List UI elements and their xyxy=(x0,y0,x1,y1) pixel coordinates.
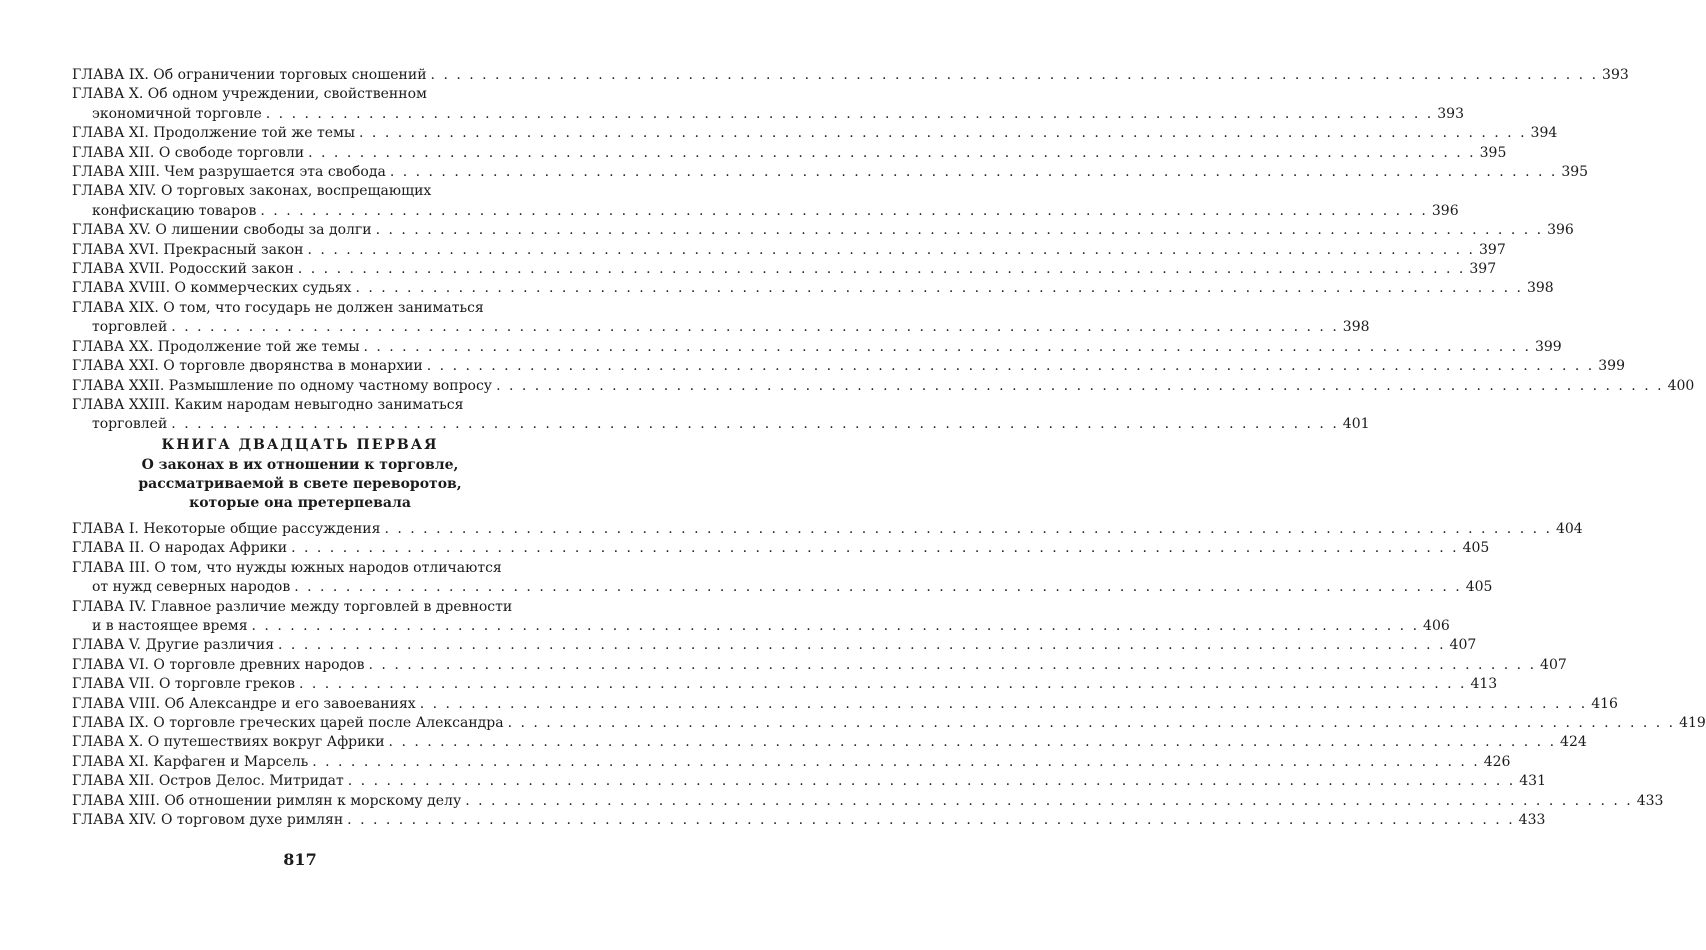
toc-page-number: 396 xyxy=(1431,202,1459,219)
toc-entry-title: ГЛАВА XIV. О торговом духе римлян xyxy=(72,812,344,829)
toc-page-number: 433 xyxy=(1518,812,1546,829)
toc-entry[interactable] xyxy=(72,260,1497,279)
toc-entry-title: ГЛАВА XIII. Об отношении римлян к морскому делу xyxy=(72,792,462,809)
toc-entry-line-with-page xyxy=(72,675,1498,694)
dot-leader xyxy=(260,202,1428,221)
toc-page-number: 393 xyxy=(1437,105,1464,122)
toc-entry-title: ГЛАВА VI. О торговле древних народов xyxy=(72,656,365,673)
toc-entry-title: ГЛАВА XII. О свободе торговли xyxy=(72,144,305,161)
toc-entry-line-with-page xyxy=(72,656,1567,675)
dot-leader xyxy=(420,695,1588,714)
toc-entry[interactable] xyxy=(72,714,1706,733)
toc-entry[interactable] xyxy=(72,377,1695,396)
dot-leader xyxy=(369,656,1537,675)
toc-entry-line-with-page xyxy=(72,772,1546,791)
dot-leader xyxy=(171,415,1339,434)
dot-leader xyxy=(508,714,1676,733)
toc-entry-title: ГЛАВА XI. Карфаген и Марсель xyxy=(72,753,309,770)
toc-page-number: 404 xyxy=(1555,521,1583,537)
toc-page-number: 398 xyxy=(1342,319,1370,336)
toc-entry-line xyxy=(72,396,504,415)
toc-entry-line-with-page xyxy=(72,811,1546,830)
toc-entry-title: ГЛАВА XI. Продолжение той же темы xyxy=(72,125,356,142)
dot-leader xyxy=(496,377,1664,396)
book-subtitle-line: О законах в их отношении к торговле, xyxy=(141,457,459,473)
toc-entry-title: ГЛАВА XXIII. Каким народам невыгодно заниматься xyxy=(72,396,464,413)
toc-page-number: 433 xyxy=(1636,792,1664,809)
dot-leader xyxy=(294,578,1462,597)
toc-entry-title: ГЛАВА IV. Главное различие между торговлей в древности xyxy=(72,598,513,615)
toc-entry-line-with-page xyxy=(72,539,1490,558)
toc-entry[interactable] xyxy=(72,396,1370,435)
toc-entry[interactable] xyxy=(72,656,1567,675)
toc-list-book-20 xyxy=(72,66,1695,435)
toc-entry[interactable] xyxy=(72,357,1625,376)
book-heading xyxy=(60,436,540,513)
toc-entry[interactable] xyxy=(72,338,1562,357)
toc-entry[interactable] xyxy=(72,520,1583,539)
toc-entry[interactable] xyxy=(72,221,1574,240)
dot-leader xyxy=(348,772,1516,791)
toc-entry-title: ГЛАВА I. Некоторые общие рассуждения xyxy=(72,521,381,537)
toc-entry[interactable] xyxy=(72,792,1664,811)
book-subtitle-line: рассматриваемой в свете переворотов, xyxy=(138,476,462,492)
toc-entry-title: ГЛАВА XX. Продолжение той же темы xyxy=(72,338,360,355)
toc-page-number: 399 xyxy=(1598,358,1625,375)
toc-entry-title: ГЛАВА III. О том, что нужды южных народов отличаются xyxy=(72,559,502,576)
toc-page-number: 413 xyxy=(1470,676,1498,693)
dot-leader xyxy=(389,733,1557,752)
toc-entry-line-with-page xyxy=(72,260,1497,279)
toc-entry-line-with-page xyxy=(72,636,1477,655)
toc-entry[interactable] xyxy=(72,163,1589,182)
dot-leader xyxy=(291,539,1459,558)
toc-entry-title: торговлей xyxy=(92,416,168,433)
page-number: 817 xyxy=(283,850,317,869)
toc-entry-title: ГЛАВА XXI. О торговле дворянства в монархии xyxy=(72,358,423,375)
toc-entry-title: ГЛАВА IX. Об ограничении торговых сношений xyxy=(72,67,427,83)
book-subtitle-line: которые она претерпевала xyxy=(189,495,411,511)
dot-leader xyxy=(384,520,1552,539)
toc-entry[interactable] xyxy=(72,279,1554,298)
dot-leader xyxy=(465,792,1633,811)
toc-entry[interactable] xyxy=(72,144,1507,163)
toc-entry-title: экономичной торговле xyxy=(92,105,262,122)
toc-entry-line-with-page xyxy=(72,66,1629,85)
dot-leader xyxy=(427,357,1595,376)
toc-entry-line-with-page xyxy=(72,144,1507,163)
toc-entry-title: ГЛАВА VII. О торговле греков xyxy=(72,676,295,693)
toc-page-number: 396 xyxy=(1547,222,1574,239)
dot-leader xyxy=(308,144,1476,163)
toc-entry-line-with-page xyxy=(72,377,1695,396)
toc-entry-line-with-page xyxy=(72,695,1618,714)
toc-entry-title: ГЛАВА XIV. О торговых законах, воспрещающих xyxy=(72,183,432,200)
toc-entry-title: от нужд северных народов xyxy=(92,579,291,596)
toc-page-number: 397 xyxy=(1469,261,1497,278)
toc-entry[interactable] xyxy=(72,539,1490,558)
toc-page-number: 393 xyxy=(1602,67,1629,83)
dot-leader xyxy=(376,221,1544,240)
toc-entry[interactable] xyxy=(72,675,1498,694)
toc-entry-line-with-page xyxy=(72,105,1464,124)
toc-entry-title: ГЛАВА XVII. Родосский закон xyxy=(72,261,294,278)
toc-entry-line xyxy=(72,299,504,318)
toc-entry-title: ГЛАВА XIII. Чем разрушается эта свобода xyxy=(72,164,386,181)
toc-entry-line-with-page xyxy=(72,241,1506,260)
toc-entry-line-with-page xyxy=(72,520,1583,539)
toc-list-book-21 xyxy=(72,520,1706,831)
toc-entry-line-with-page xyxy=(72,221,1574,240)
toc-page-number: 424 xyxy=(1560,734,1587,751)
dot-leader xyxy=(252,617,1420,636)
dot-leader xyxy=(359,124,1527,143)
toc-entry-line-with-page xyxy=(72,753,1511,772)
toc-entry[interactable] xyxy=(72,299,1370,338)
toc-entry-title: ГЛАВА X. Об одном учреждении, свойственном xyxy=(72,86,427,103)
dot-leader xyxy=(312,753,1480,772)
toc-entry-title: торговлей xyxy=(92,319,168,336)
dot-leader xyxy=(355,279,1523,298)
toc-page-number: 399 xyxy=(1534,338,1562,355)
toc-entry[interactable] xyxy=(72,598,1450,637)
toc-entry-line xyxy=(72,559,504,578)
toc-entry-line-with-page xyxy=(72,617,1450,636)
toc-entry-line xyxy=(72,598,513,617)
toc-entry-line-with-page xyxy=(72,578,1493,597)
toc-entry-title: ГЛАВА XII. Остров Делос. Митридат xyxy=(72,773,344,790)
toc-page-number: 416 xyxy=(1591,695,1618,712)
toc-page-number: 394 xyxy=(1530,125,1558,142)
dot-leader xyxy=(363,338,1531,357)
toc-entry-title: ГЛАВА XXII. Размышление по одному частному вопросу xyxy=(72,377,493,394)
dot-leader xyxy=(298,260,1466,279)
toc-entry[interactable] xyxy=(72,559,1493,598)
toc-entry[interactable] xyxy=(72,695,1618,714)
toc-entry-line-with-page xyxy=(72,714,1706,733)
toc-page-number: 397 xyxy=(1479,241,1506,258)
toc-entry-line-with-page xyxy=(72,318,1370,337)
toc-entry-line xyxy=(72,182,504,201)
toc-page-number: 401 xyxy=(1342,416,1370,433)
toc-entry-title: конфискацию товаров xyxy=(92,202,257,219)
toc-entry-line-with-page xyxy=(72,792,1664,811)
dot-leader xyxy=(299,675,1467,694)
toc-entry-line-with-page xyxy=(72,163,1589,182)
toc-entry-line-with-page xyxy=(72,338,1562,357)
dot-leader xyxy=(308,241,1476,260)
toc-entry-line-with-page xyxy=(72,279,1554,298)
toc-entry-title: ГЛАВА XIX. О том, что государь не должен заниматься xyxy=(72,299,484,316)
book-title: КНИГА ДВАДЦАТЬ ПЕРВАЯ xyxy=(161,437,439,453)
toc-entry-title: ГЛАВА II. О народах Африки xyxy=(72,540,288,557)
toc-entry-title: ГЛАВА VIII. Об Александре и его завоеваниях xyxy=(72,695,416,712)
toc-entry[interactable] xyxy=(72,811,1546,830)
toc-page-number: 398 xyxy=(1526,280,1554,297)
toc-page-number: 419 xyxy=(1679,715,1706,732)
toc-page-number: 405 xyxy=(1465,579,1493,596)
toc-entry[interactable] xyxy=(72,753,1511,772)
dot-leader xyxy=(431,66,1599,85)
toc-entry-title: ГЛАВА XV. О лишении свободы за долги xyxy=(72,222,372,239)
toc-page-number: 426 xyxy=(1483,753,1511,770)
toc-page-number: 400 xyxy=(1667,377,1695,394)
toc-entry[interactable] xyxy=(72,182,1459,221)
toc-entry[interactable] xyxy=(72,636,1477,655)
toc-entry-line-with-page xyxy=(72,124,1558,143)
toc-entry-title: ГЛАВА IX. О торговле греческих царей после Александра xyxy=(72,715,504,732)
toc-entry[interactable] xyxy=(72,241,1506,260)
toc-entry-title: ГЛАВА XVIII. О коммерческих судьях xyxy=(72,280,352,297)
toc-entry-line-with-page xyxy=(72,733,1587,752)
toc-entry-line xyxy=(72,85,504,104)
toc-entry[interactable] xyxy=(72,85,1464,124)
toc-entry-title: и в настоящее время xyxy=(92,618,248,635)
toc-entry-line-with-page xyxy=(72,415,1370,434)
dot-leader xyxy=(347,811,1515,830)
dot-leader xyxy=(266,105,1434,124)
toc-page-number: 395 xyxy=(1561,164,1589,181)
toc-entry-title: ГЛАВА X. О путешествиях вокруг Африки xyxy=(72,734,385,751)
dot-leader xyxy=(278,636,1446,655)
toc-page-number: 395 xyxy=(1479,144,1507,161)
toc-entry-title: ГЛАВА XVI. Прекрасный закон xyxy=(72,241,304,258)
toc-page-number: 405 xyxy=(1462,540,1490,557)
toc-entry-line-with-page xyxy=(72,202,1459,221)
toc-entry[interactable] xyxy=(72,66,1629,85)
toc-entry[interactable] xyxy=(72,772,1546,791)
dot-leader xyxy=(390,163,1558,182)
toc-page-number: 431 xyxy=(1519,773,1546,790)
toc-entry-line-with-page xyxy=(72,357,1625,376)
toc-entry[interactable] xyxy=(72,124,1558,143)
toc-page-number: 406 xyxy=(1423,618,1450,635)
toc-entry[interactable] xyxy=(72,733,1587,752)
toc-page-number: 407 xyxy=(1449,637,1477,654)
dot-leader xyxy=(171,318,1339,337)
toc-entry-title: ГЛАВА V. Другие различия xyxy=(72,637,275,654)
toc-page-number: 407 xyxy=(1540,656,1567,673)
